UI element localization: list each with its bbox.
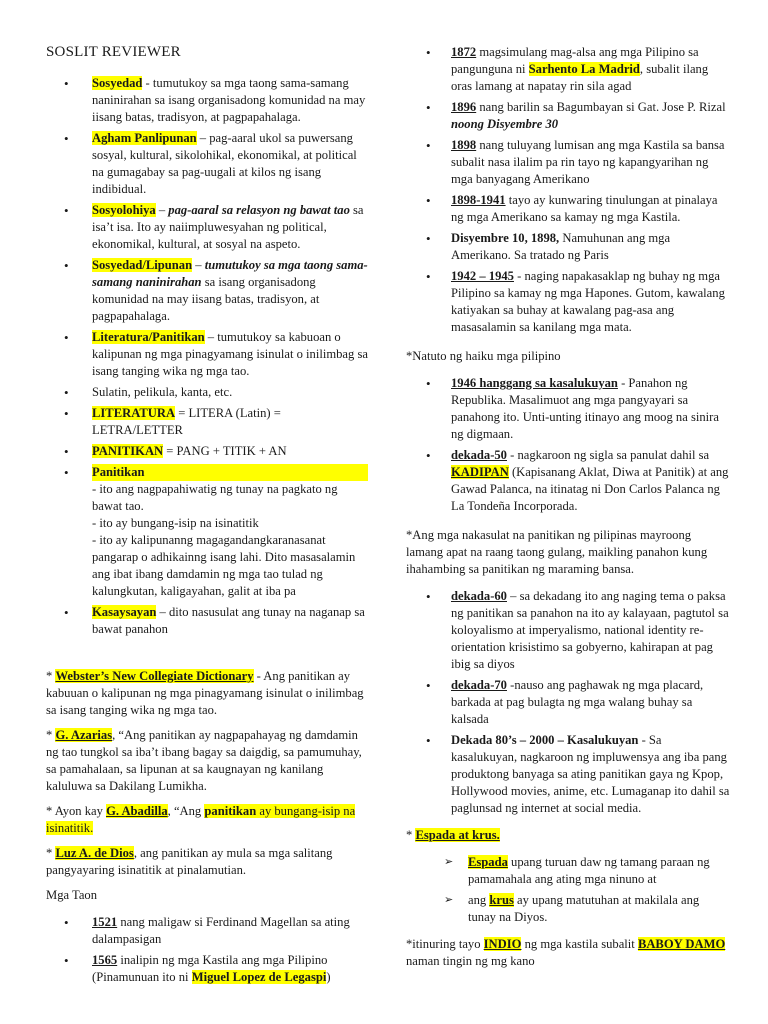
term: Agham Panlipunan (92, 131, 197, 145)
espada-heading: * Espada at krus. (406, 828, 500, 842)
list-item: • Disyembre 10, 1898, Namuhunan ang mga Amerikano. Sa tratado ng Paris (406, 230, 730, 264)
term: Literatura/Panitikan (92, 330, 205, 344)
espada-list (406, 854, 730, 926)
list-item: • Literatura/Panitikan – tumutukoy sa kabuoan o kalipunan ng mga pinagyamang isinulat o inilimbag sa isang tanging wika ng mga tao. (46, 329, 368, 380)
list-item: • Sosyedad/Lipunan – tumutukoy sa mga taong sama-samang naninirahan sa isang organisadong komunidad na may iisang batas, tradisyon, at pagpapahalaga. (46, 257, 368, 325)
list-item: • 1898-1941 tayo ay kunwaring tinulungan at pinalaya ng mga Amerikano sa kamay ng mga Kastila. (406, 192, 730, 226)
list-item: • 1898 nang tuluyang lumisan ang mga Kastila sa bansa subalit nasa ilalim pa rin tayo ng kapangyarihan ng mga banyagang Amerikano (406, 137, 730, 188)
term: LITERATURA (92, 406, 176, 420)
list-item: ➢ Espada upang turuan daw ng tamang paraan ng pamamahala ang ating mga ninuno at (406, 854, 730, 888)
list-item: • PANITIKAN = PANG + TITIK + AN (46, 443, 368, 460)
quote-abadilla: * Ayon kay G. Abadilla, “Ang panitikan ay bungang-isip na isinatitik. (46, 804, 356, 835)
list-item: • Panitikan - ito ang nagpapahiwatig ng tunay na pagkato ng bawat tao. - ito ay bungang-isip na isinatitik - ito ay kalipunanng magagandangkaranasanat pangarap o adhikainng isang lahi. Dito masasalamin ang ibat ibang damdamin ng mga tao tulad ng kalungkutan, kaligayahan, galit at iba pa (46, 464, 368, 600)
list-item: • Kasaysayan – dito nasusulat ang tunay na naganap sa bawat panahon (46, 604, 368, 638)
list-item: • dekada-50 - nagkaroon ng sigla sa panulat dahil sa KADIPAN (Kapisanang Aklat, Diwa at Panitik) at ang Gawad Palanca, na itinatag ni Don Carlos Palanca ng La Tondeña Incorporada. (406, 447, 730, 515)
indio-note: *itinuring tayo INDIO ng mga kastila subalit BABOY DAMO naman tingin ng mg kano (406, 937, 726, 968)
list-item: • 1946 hanggang sa kasalukuyan - Panahon ng Republika. Masalimuot ang mga pangyayari sa panahong ito. Unti-unting itinayo ang moog na sinira ng digmaan. (406, 375, 730, 443)
years-list (46, 914, 368, 986)
list-item: • Sosyolohiya – pag-aaral sa relasyon ng bawat tao sa isa’t isa. Ito ay naiimpluwesyahan ng political, ekonomikal, kultural, at sosyal na aspeto. (46, 202, 368, 253)
page-title: SOSLIT REVIEWER (46, 44, 181, 60)
list-item: • Dekada 80’s – 2000 – Kasalukuyan - Sa kasalukuyan, nagkaroon ng impluwensya ang iba pang produktong banyaga sa ating panitikan gaya ng Kpop, Hollywood movies, anime, etc. Lumaganap ito dahil sa paglunsad ng internet at social media. (406, 732, 730, 817)
definitions-list (46, 75, 368, 638)
term: Panitikan (92, 464, 368, 481)
haiku-note: *Natuto ng haiku mga pilipino (406, 349, 561, 363)
list-item: • 1565 inalipin ng mga Kastila ang mga Pilipino (Pinamunuan ito ni Miguel Lopez de Legaspi) (46, 952, 368, 986)
list-item: • LITERATURA = LITERA (Latin) = LETRA/LETTER (46, 405, 368, 439)
list-item: • 1872 magsimulang mag-alsa ang mga Pilipino sa pangunguna ni Sarhento La Madrid, subalit ilang oras lamang at napatay rin sila agad (406, 44, 730, 95)
years-list-continued (406, 44, 730, 336)
nakasulat-note: *Ang mga nakasulat na panitikan ng pilipinas mayroong lamang apat na raang taong gulang, maikling panahon kung ihahambing sa panitikan ng maraming bansa. (406, 528, 708, 576)
decades-list (406, 588, 730, 817)
quote-dedios: * Luz A. de Dios, ang panitikan ay mula sa mga salitang pangyayaring isinatitik at pinalamutian. (46, 846, 333, 877)
list-item: ➢ ang krus ay upang matutuhan at makilala ang tunay na Diyos. (406, 892, 730, 926)
term: Sosyolohiya (92, 203, 156, 217)
right-column (406, 44, 730, 978)
term: Kasaysayan (92, 605, 157, 619)
quote-webster: * Webster’s New Collegiate Dictionary - Ang panitikan ay kabuuan o kalipunan ng mga pinagyamang isinulat o inilimbag sa isang tanging wika ng mga tao. (46, 669, 364, 717)
list-item: • 1521 nang maligaw si Ferdinand Magellan sa ating dalampasigan (46, 914, 368, 948)
list-item: • Agham Panlipunan – pag-aaral ukol sa puwersang sosyal, kultural, sikolohikal, ekonomikal, at political na gumagabay sa pag-uugali at kilos ng isang indibidual. (46, 130, 368, 198)
list-item: • 1896 nang barilin sa Bagumbayan si Gat. Jose P. Rizal noong Disyembre 30 (406, 99, 730, 133)
list-item: • dekada-70 -nauso ang paghawak ng mga placard, barkada at pag bulagta ng mga walang buhay sa kalsada (406, 677, 730, 728)
list-item: • 1942 – 1945 - naging napakasaklap ng buhay ng mga Pilipino sa kamay ng mga Hapones. Gutom, kawalang katiyakan sa buhay at kawalang pag-asa ang masasalamin sa kanilang mga mata. (406, 268, 730, 336)
left-column (46, 44, 368, 990)
list-item: • dekada-60 – sa dekadang ito ang naging tema o paksa ng panitikan sa panahon na ito ay kalayaan, pagtutol sa koloyalismo at imperyalismo, national identity re-orientation krisistimo sa gobyerno, kahirapan at pag ibig sa diyos (406, 588, 730, 673)
quote-azarias: * G. Azarias, “Ang panitikan ay nagpapahayag ng damdamin ng tao tungkol sa iba’t ibang bagay sa daigdig, sa pamumuhay, sa pamahalaan, sa lipunan at sa kaugnayan ng kanilang kaluluwa sa Dakilang Lumikha. (46, 728, 362, 793)
mga-taon-heading: Mga Taon (46, 888, 98, 902)
term: Sosyedad (92, 76, 143, 90)
term: Sosyedad/Lipunan (92, 258, 193, 272)
list-item: • Sosyedad - tumutukoy sa mga taong sama-samang naninirahan sa isang organisadong komunidad na may iisang batas, tradisyon, at pagpapahalaga. (46, 75, 368, 126)
era-list (406, 375, 730, 515)
term: PANITIKAN (92, 444, 164, 458)
list-item: • Sulatin, pelikula, kanta, etc. (46, 384, 368, 401)
